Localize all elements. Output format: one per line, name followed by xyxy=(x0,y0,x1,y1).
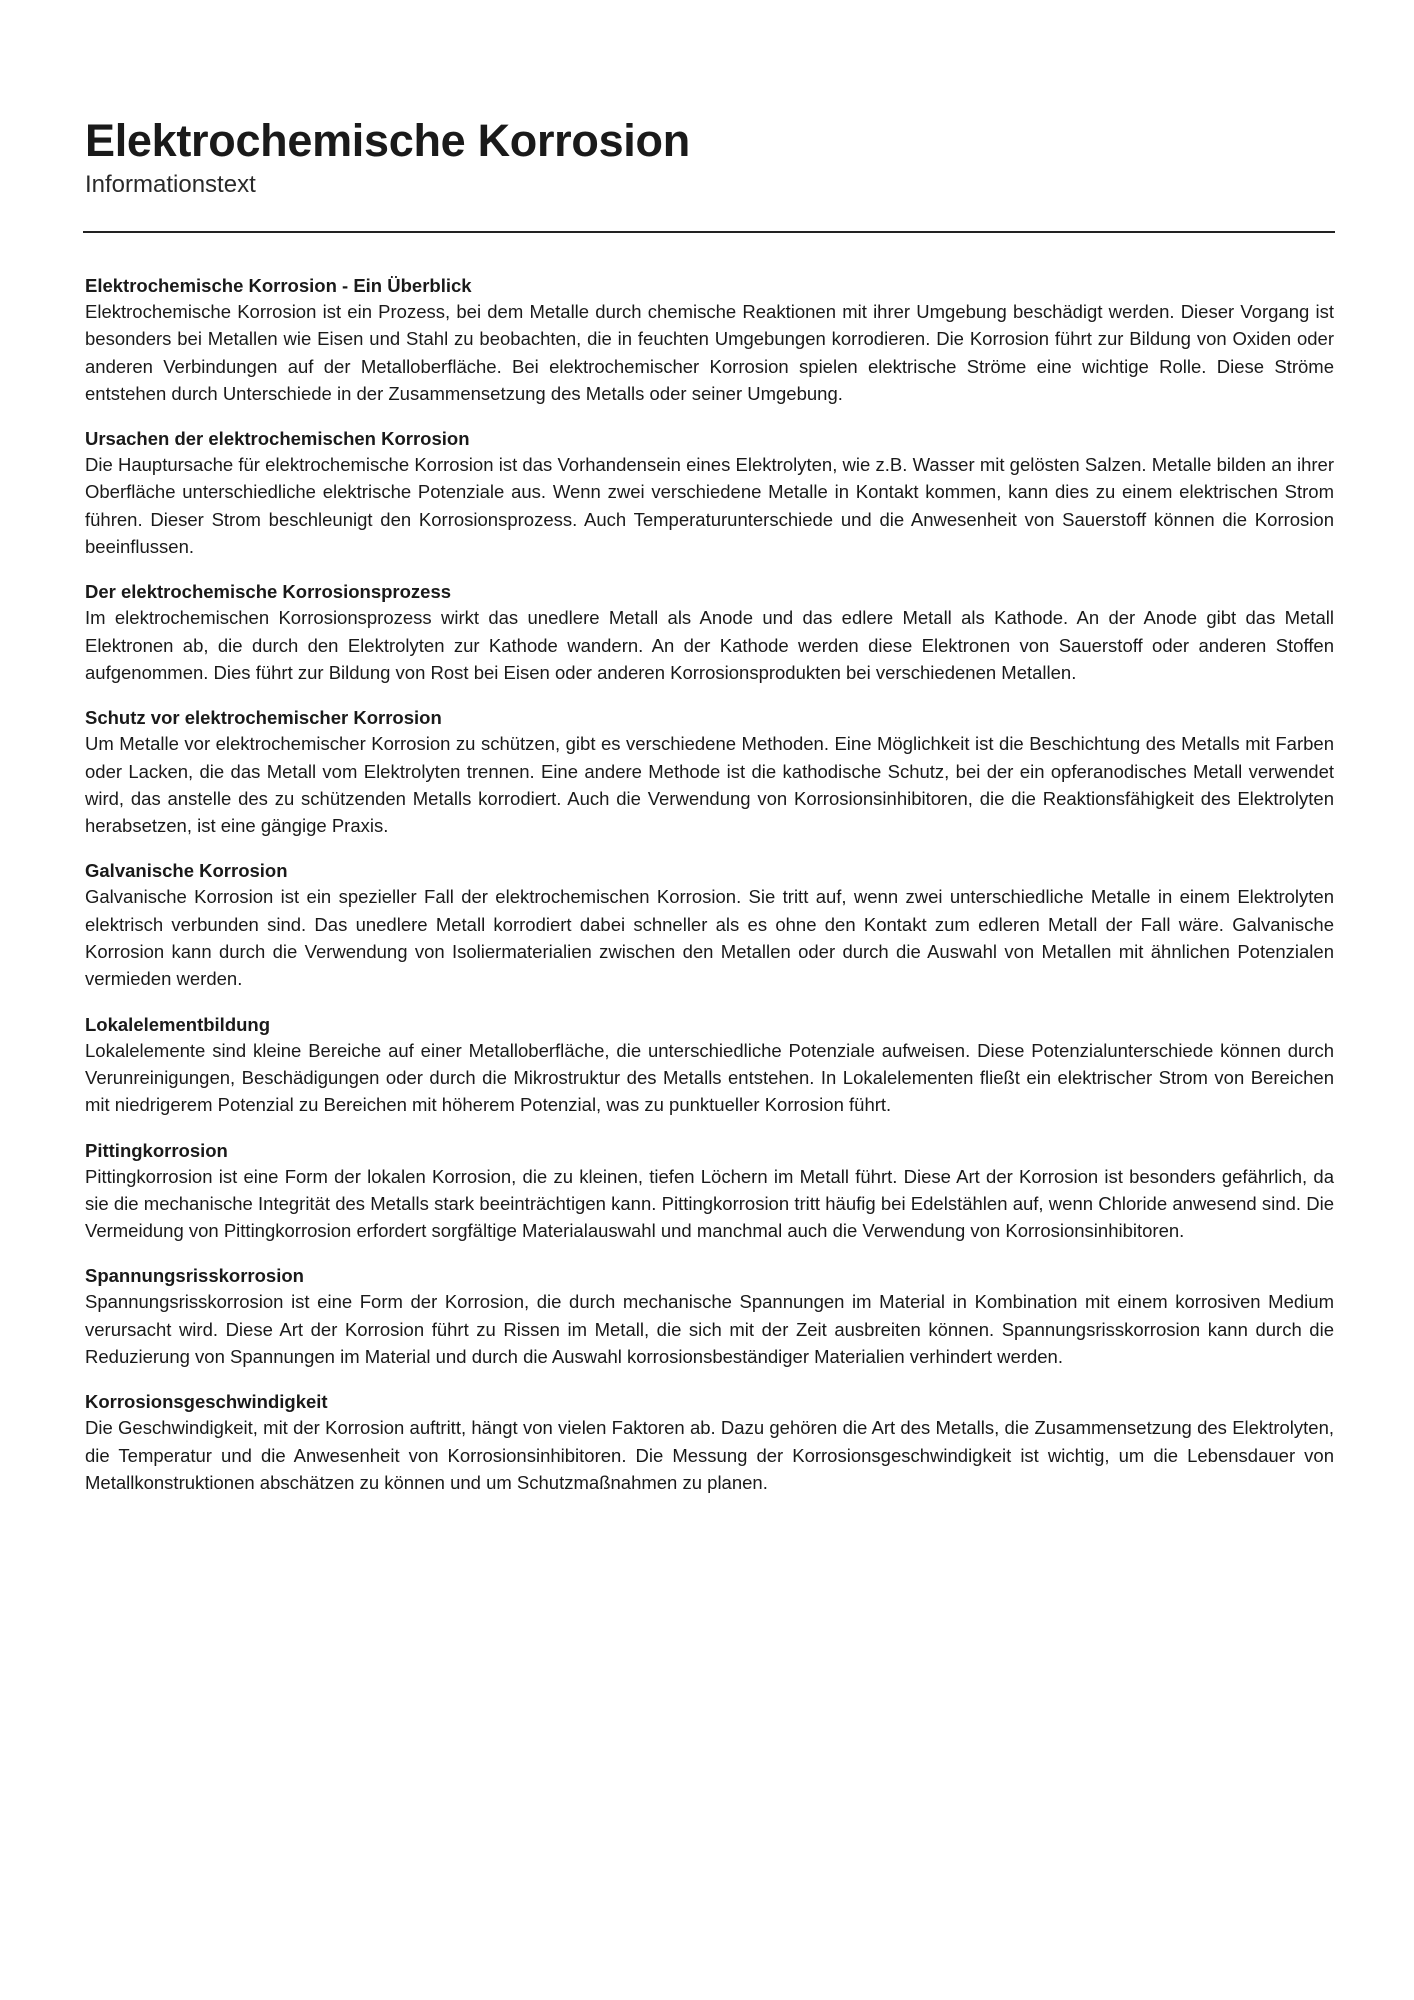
section-local-elements xyxy=(85,1012,1334,1119)
section-text: Pittingkorrosion ist eine Form der lokalen Korrosion, die zu kleinen, tiefen Löchern im Metall führt. Diese Art der Korrosion ist besonders gefährlich, da sie die mechanische Integrität des Metalls stark beeinträchtigen kann. Pittingkorrosion tritt häufig bei Edelstählen auf, wenn Chloride anwesend sind. Die Vermeidung von Pittingkorrosion erfordert sorgfältige Materialauswahl und manchmal auch die Verwendung von Korrosionsinhibitoren. xyxy=(85,1165,1334,1242)
section-heading: Korrosionsgeschwindigkeit xyxy=(85,1391,328,1413)
section-text: Die Hauptursache für elektrochemische Korrosion ist das Vorhandensein eines Elektrolyten, wie z.B. Wasser mit gelösten Salzen. Metalle bilden an ihrer Oberfläche unterschiedliche elektrische Potenziale aus. Wenn zwei verschiedene Metalle in Kontakt kommen, kann dies zu einem elektrischen Strom führen. Dieser Strom beschleunigt den Korrosionsprozess. Auch Temperaturunterschiede und die Anwesenheit von Sauerstoff können die Korrosion beeinflussen. xyxy=(85,454,1334,558)
section-text: Im elektrochemischen Korrosionsprozess wirkt das unedlere Metall als Anode und das edlere Metall als Kathode. An der Anode gibt das Metall Elektronen ab, die durch den Elektrolyten zur Kathode wandern. An der Kathode werden diese Elektronen von Sauerstoff oder anderen Stoffen aufgenommen. Dies führt zur Bildung von Rost bei Eisen oder anderen Korrosionsprodukten bei verschiedenen Metallen. xyxy=(85,607,1334,683)
section-process xyxy=(85,579,1334,686)
section-text: Galvanische Korrosion ist ein spezieller Fall der elektrochemischen Korrosion. Sie tritt auf, wenn zwei unterschiedliche Metalle in einem Elektrolyten elektrisch verbunden sind. Das unedlere Metall korrodiert dabei schneller als es ohne den Kontakt zum edleren Metall der Fall wäre. Galvanische Korrosion kann durch die Verwendung von Isoliermaterialien zwischen den Metallen oder durch die Auswahl von Metallen mit ähnlichen Potenzialen vermieden werden. xyxy=(85,886,1334,990)
section-heading: Lokalelementbildung xyxy=(85,1013,271,1035)
section-text: Spannungsrisskorrosion ist eine Form der Korrosion, die durch mechanische Spannungen im Material in Kombination mit einem korrosiven Medium verursacht wird. Diese Art der Korrosion führt zu Rissen im Metall, die sich mit der Zeit ausbreiten können. Spannungsrisskorrosion kann durch die Reduzierung von Spannungen im Material und durch die Auswahl korrosionsbeständiger Materialien verhindert werden. xyxy=(85,1291,1334,1368)
section-heading: Schutz vor elektrochemischer Korrosion xyxy=(85,707,442,729)
section-protection xyxy=(85,705,1334,839)
document-title: Elektrochemische Korrosion xyxy=(85,115,690,166)
section-pitting xyxy=(85,1138,1334,1245)
section-text: Lokalelemente sind kleine Bereiche auf einer Metalloberfläche, die unterschiedliche Potenziale aufweisen. Diese Potenzialunterschiede können durch Verunreinigungen, Beschädigungen oder durch die Mikrostruktur des Metalls entstehen. In Lokalelementen fließt ein elektrischer Strom von Bereichen mit niedrigerem Potenzial zu Bereichen mit höherem Potenzial, was zu punktueller Korrosion führt. xyxy=(85,1039,1334,1116)
sections-container xyxy=(85,273,1334,1496)
section-heading: Spannungsrisskorrosion xyxy=(85,1265,304,1287)
section-text: Um Metalle vor elektrochemischer Korrosion zu schützen, gibt es verschiedene Methoden. Eine Möglichkeit ist die Beschichtung des Metalls mit Farben oder Lacken, die das Metall vom Elektrolyten trennen. Eine andere Methode ist die kathodische Schutz, bei der ein opferanodisches Metall verwendet wird, das anstelle des zu schützenden Metalls korrodiert. Auch die Verwendung von Korrosionsinhibitoren, die die Reaktionsfähigkeit des Elektrolyten herabsetzen, ist eine gängige Praxis. xyxy=(85,733,1334,837)
section-text: Elektrochemische Korrosion ist ein Prozess, bei dem Metalle durch chemische Reaktionen mit ihrer Umgebung beschädigt werden. Dieser Vorgang ist besonders bei Metallen wie Eisen und Stahl zu beobachten, die in feuchten Umgebungen korrodieren. Die Korrosion führt zur Bildung von Oxiden oder anderen Verbindungen auf der Metalloberfläche. Bei elektrochemischer Korrosion spielen elektrische Ströme eine wichtige Rolle. Diese Ströme entstehen durch Unterschiede in der Zusammensetzung des Metalls oder seiner Umgebung. xyxy=(85,301,1334,404)
section-corrosion-rate xyxy=(85,1389,1334,1496)
section-stress-cracking xyxy=(85,1263,1334,1370)
section-heading: Galvanische Korrosion xyxy=(85,860,288,882)
section-text: Die Geschwindigkeit, mit der Korrosion auftritt, hängt von vielen Faktoren ab. Dazu gehören die Art des Metalls, die Zusammensetzung des Elektrolyten, die Temperatur und die Anwesenheit von Korrosionsinhibitoren. Die Messung der Korrosionsgeschwindigkeit ist wichtig, um die Lebensdauer von Metallkonstruktionen abschätzen zu können und um Schutzmaßnahmen zu planen. xyxy=(85,1417,1334,1493)
section-overview xyxy=(85,273,1334,407)
document-subtitle: Informationstext xyxy=(85,171,256,198)
section-causes xyxy=(85,426,1334,560)
section-heading: Elektrochemische Korrosion - Ein Überblick xyxy=(85,275,472,296)
section-heading: Pittingkorrosion xyxy=(85,1139,228,1161)
title-divider xyxy=(83,231,1335,233)
document-page xyxy=(85,0,1334,1515)
section-galvanic xyxy=(85,858,1334,992)
section-heading: Der elektrochemische Korrosionsprozess xyxy=(85,581,452,603)
section-heading: Ursachen der elektrochemischen Korrosion xyxy=(85,428,470,450)
